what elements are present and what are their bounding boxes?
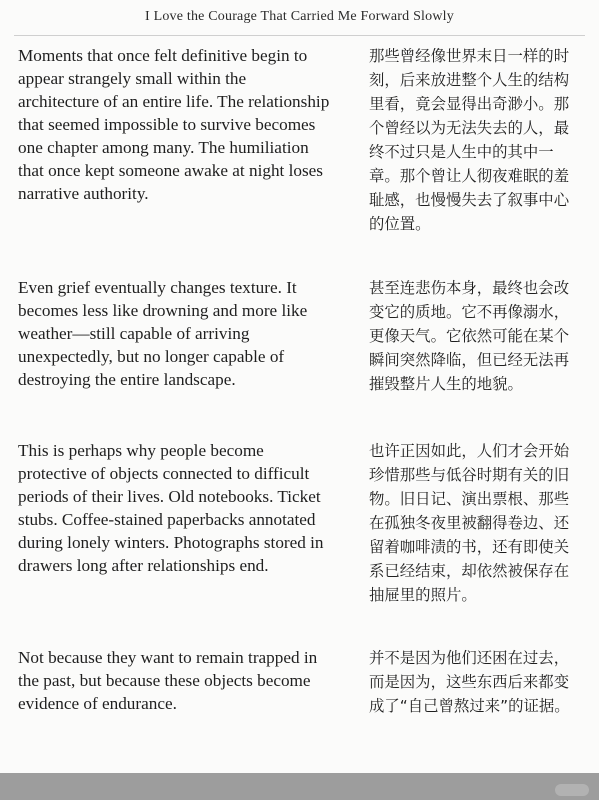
header-divider — [14, 35, 585, 36]
chinese-paragraph-1: 那些曾经像世界末日一样的时刻，后来放进整个人生的结构里看，竟会显得出奇渺小。那个曾经以为无法失去的人，最终不过只是人生中的其中一章。那个曾让人彻夜难眠的羞耻感，也慢慢失去了叙事中心的位置。 — [369, 47, 570, 233]
chinese-paragraph-2: 甚至连悲伤本身，最终也会改变它的质地。它不再像溺水，更像天气。它依然可能在某个瞬间突然降临，但已经无法再摧毁整片人生的地貌。 — [369, 279, 570, 393]
chinese-paragraph-3: 也许正因如此，人们才会开始珍惜那些与低谷时期有关的旧物。旧日记、演出票根、那些在孤独冬夜里被翻得卷边、还留着咖啡渍的书，还有即使关系已经结束，却依然被保存在抽屉里的照片。 — [369, 442, 570, 604]
watermark-logo — [555, 784, 589, 796]
english-paragraph-1: Moments that once felt definitive begin to appear strangely small within the architecture of an entire life. The relationship that seemed impossible to survive becomes one chapter among many. The humiliation that once kept someone awake at night loses narrative authority. — [18, 46, 330, 203]
english-paragraph-3: This is perhaps why people become protective of objects connected to difficult periods of their lives. Old notebooks. Ticket stubs. Coffee-stained paperbacks annotated during lonely winters. Photographs stored in drawers long after relationships end. — [18, 441, 324, 575]
chinese-paragraph-4: 并不是因为他们还困在过去，而是因为，这些东西后来都变成了“自己曾熬过来”的证据。 — [369, 649, 570, 715]
english-paragraph-4: Not because they want to remain trapped in the past, but because these objects become evidence of endurance. — [18, 648, 318, 713]
english-paragraph-2: Even grief eventually changes texture. It becomes less like drowning and more like weather—still capable of arriving unexpectedly, but no longer capable of destroying the entire landscape. — [18, 278, 308, 389]
page-title: I Love the Courage That Carried Me Forward Slowly — [145, 9, 454, 24]
bottom-bar — [0, 773, 599, 800]
